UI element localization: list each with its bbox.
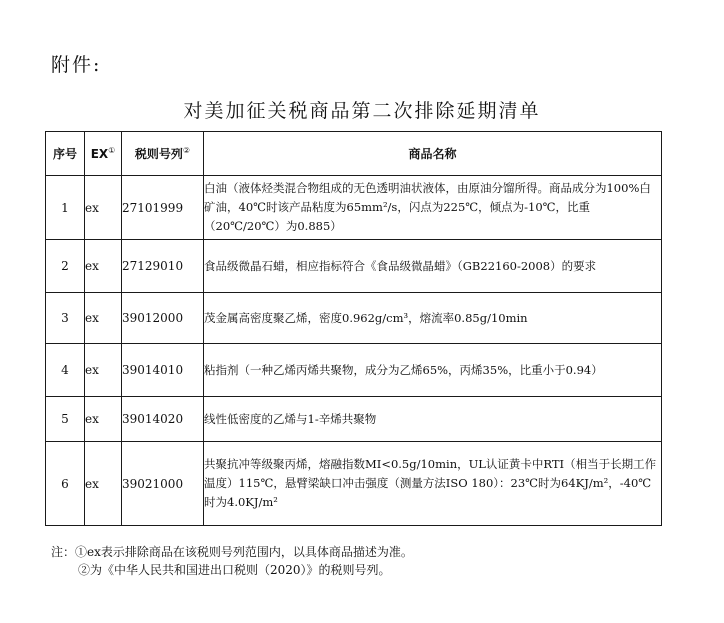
table-row xyxy=(46,397,662,442)
row-description: 白油（液体烃类混合物组成的无色透明油状液体，由原油分馏所得。商品成分为100%白矿油，40℃时该产品粘度为65mm²/s，闪点为225℃，倾点为-10℃，比重（20℃/20℃）为0.885） xyxy=(204,176,662,240)
row-seq: 1 xyxy=(46,176,85,240)
row-seq: 4 xyxy=(46,344,85,397)
header-ex: EX① xyxy=(85,132,122,176)
header-tariff-note: ② xyxy=(182,146,191,155)
footnotes xyxy=(51,543,413,579)
table-row xyxy=(46,176,662,240)
row-description: 共聚抗冲等级聚丙烯，熔融指数MI<0.5g/10min，UL认证黄卡中RTI（相当于长期工作温度）115℃，悬臂梁缺口冲击强度（测量方法ISO 180）：23℃时为64KJ/m²，-40℃时为4.0KJ/m² xyxy=(204,442,662,526)
row-description: 粘指剂（一种乙烯丙烯共聚物，成分为乙烯65%，丙烯35%，比重小于0.94） xyxy=(204,344,662,397)
document-title: 对美加征关税商品第二次排除延期清单 xyxy=(183,100,541,122)
footnote-1: 注：①ex表示排除商品在该税则号列范围内，以具体商品描述为准。 xyxy=(51,545,413,559)
footnote-2: ②为《中华人民共和国进出口税则（2020）》的税则号列。 xyxy=(78,563,391,577)
table-row xyxy=(46,240,662,293)
row-tariff-code: 39021000 xyxy=(122,442,204,526)
row-seq: 6 xyxy=(46,442,85,526)
row-description: 食品级微晶石蜡，相应指标符合《食品级微晶蜡》（GB22160-2008）的要求 xyxy=(204,240,662,293)
row-ex: ex xyxy=(85,240,122,293)
row-description: 线性低密度的乙烯与1-辛烯共聚物 xyxy=(204,397,662,442)
row-ex: ex xyxy=(85,397,122,442)
header-ex-note: ① xyxy=(108,146,116,155)
row-seq: 2 xyxy=(46,240,85,293)
table-row xyxy=(46,344,662,397)
attachment-label: 附件: xyxy=(51,54,102,76)
row-tariff-code: 39014020 xyxy=(122,397,204,442)
table-row xyxy=(46,293,662,344)
row-ex: ex xyxy=(85,176,122,240)
row-tariff-code: 27129010 xyxy=(122,240,204,293)
header-tariff-code: 税则号列② xyxy=(122,132,204,176)
row-tariff-code: 39012000 xyxy=(122,293,204,344)
row-tariff-code: 39014010 xyxy=(122,344,204,397)
row-seq: 5 xyxy=(46,397,85,442)
header-seq: 序号 xyxy=(46,132,85,176)
row-tariff-code: 27101999 xyxy=(122,176,204,240)
table-header-row xyxy=(46,132,662,176)
row-ex: ex xyxy=(85,344,122,397)
table-row xyxy=(46,442,662,526)
exclusion-list-table xyxy=(45,131,662,526)
row-description: 茂金属高密度聚乙烯，密度0.962g/cm³，熔流率0.85g/10min xyxy=(204,293,662,344)
row-ex: ex xyxy=(85,442,122,526)
row-seq: 3 xyxy=(46,293,85,344)
row-ex: ex xyxy=(85,293,122,344)
header-product-name: 商品名称 xyxy=(204,132,662,176)
